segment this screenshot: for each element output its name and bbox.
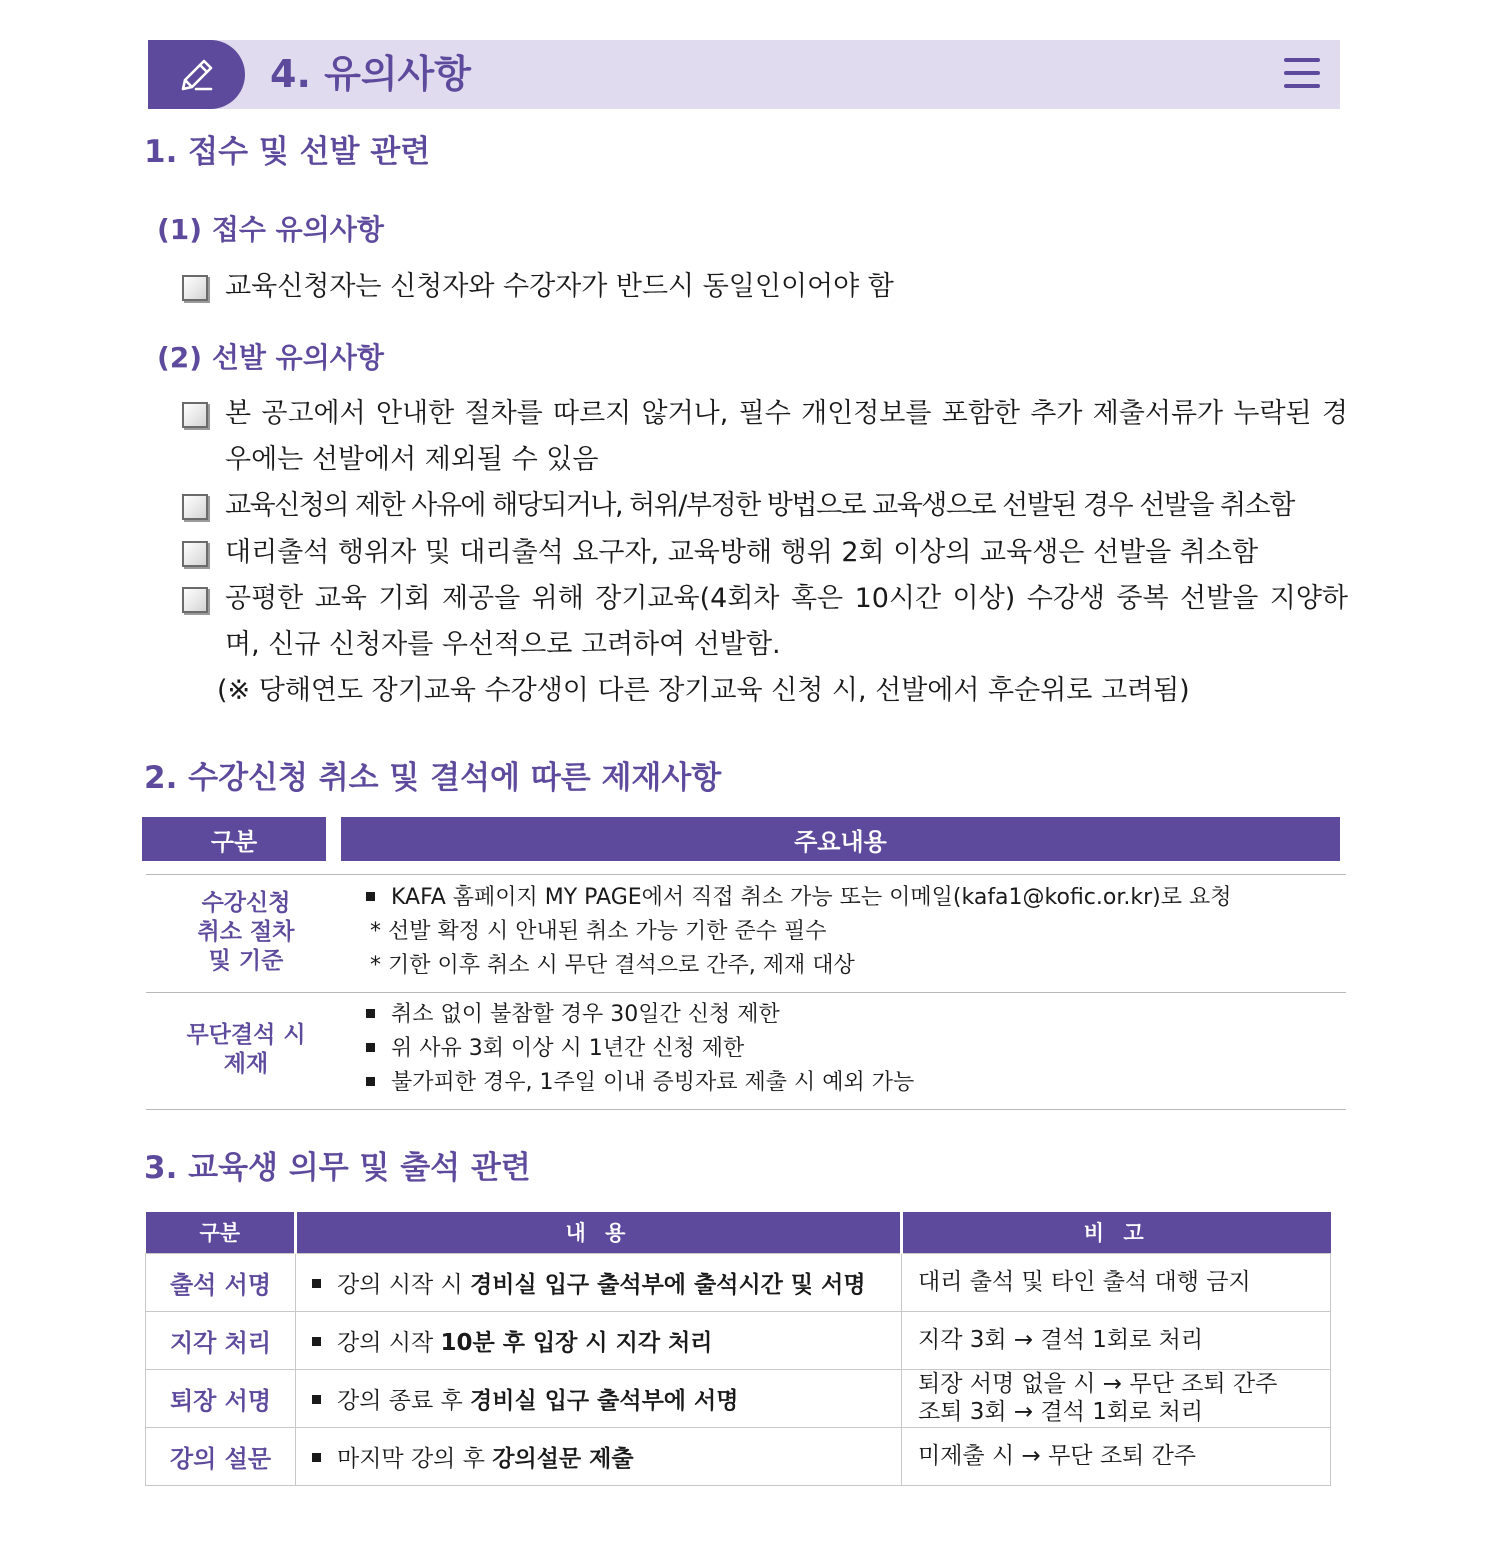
table2-row-label: 무단결석 시 제재: [186, 1022, 306, 1077]
sub2-title: (2) 선발 유의사항: [157, 341, 384, 374]
table2-line: 취소 없이 불참할 경우 30일간 신청 제한: [366, 998, 914, 1032]
row-note: 대리 출석 및 타인 출석 대행 금지: [902, 1253, 1331, 1311]
table-row: [146, 1369, 1331, 1427]
table2-line: KAFA 홈페이지 MY PAGE에서 직접 취소 가능 또는 이메일(kafa1@kofic.or.kr)로 요청: [366, 881, 1232, 915]
square-bullet-icon: [312, 1279, 321, 1288]
table3-header: 구분: [146, 1212, 296, 1253]
square-bullet-icon: [312, 1337, 321, 1346]
table2-row-label: 수강신청 취소 절차 및 기준: [197, 890, 295, 974]
list-item: 대리출석 행위자 및 대리출석 요구자, 교육방해 행위 2회 이상의 교육생은 선발을 취소함: [182, 530, 1348, 576]
table2-line: 위 사유 3회 이상 시 1년간 신청 제한: [366, 1032, 914, 1066]
square-bullet-icon: [312, 1453, 321, 1462]
table2-line: * 선발 확정 시 안내된 취소 가능 기한 준수 필수: [370, 919, 827, 944]
row-note: 미제출 시 → 무단 조퇴 간주: [902, 1427, 1331, 1485]
sub1-title: (1) 접수 유의사항: [157, 213, 384, 246]
table-row: [146, 1253, 1331, 1311]
checkbox-icon: [182, 494, 208, 520]
row-label: 퇴장 서명: [146, 1369, 296, 1427]
row-content: 강의 시작 시 경비실 입구 출석부에 출석시간 및 서명: [296, 1253, 902, 1311]
page-title: 4. 유의사항: [270, 52, 471, 96]
row-note: 퇴장 서명 없을 시 → 무단 조퇴 간주 조퇴 3회 → 결석 1회로 처리: [902, 1369, 1331, 1427]
checkbox-icon: [182, 275, 208, 301]
square-bullet-icon: [366, 892, 375, 901]
divider: [146, 874, 1346, 875]
checkbox-icon: [182, 541, 208, 567]
row-label: 출석 서명: [146, 1253, 296, 1311]
row-content: 마지막 강의 후 강의설문 제출: [296, 1427, 902, 1485]
section-banner: [148, 40, 1340, 109]
row-note: 지각 3회 → 결석 1회로 처리: [902, 1311, 1331, 1369]
row-content: 강의 시작 10분 후 입장 시 지각 처리: [296, 1311, 902, 1369]
row-label: 지각 처리: [146, 1311, 296, 1369]
table2-line: * 기한 이후 취소 시 무단 결석으로 간주, 제재 대상: [370, 953, 855, 978]
list-item: 공평한 교육 기회 제공을 위해 장기교육(4회차 혹은 10시간 이상) 수강생 중복 선발을 지양하며, 신규 신청자를 우선적으로 고려하여 선발함.: [182, 576, 1348, 668]
table2-header-content: 주요내용: [341, 817, 1340, 861]
row-label: 강의 설문: [146, 1427, 296, 1485]
table-row: [146, 1427, 1331, 1485]
table-row: [146, 1311, 1331, 1369]
section1-title: 1. 접수 및 선발 관련: [144, 134, 431, 170]
section3-title: 3. 교육생 의무 및 출석 관련: [144, 1150, 531, 1186]
table3-header: 비 고: [902, 1212, 1331, 1253]
selection-note: (※ 당해연도 장기교육 수강생이 다른 장기교육 신청 시, 선발에서 후순위로 고려됨): [217, 675, 1190, 706]
divider: [146, 992, 1346, 993]
table2-row-content: [366, 881, 1232, 983]
table2-header-category: 구분: [142, 817, 326, 861]
square-bullet-icon: [366, 1043, 375, 1052]
list-item: 교육신청의 제한 사유에 해당되거나, 허위/부정한 방법으로 교육생으로 선발된 경우 선발을 취소함: [182, 483, 1348, 529]
divider: [146, 1109, 1346, 1110]
table2-line: 불가피한 경우, 1주일 이내 증빙자료 제출 시 예외 가능: [366, 1066, 914, 1100]
square-bullet-icon: [366, 1009, 375, 1018]
attendance-table: [145, 1212, 1331, 1486]
pencil-icon: [175, 53, 219, 97]
row-content: 강의 종료 후 경비실 입구 출석부에 서명: [296, 1369, 902, 1427]
menu-icon[interactable]: [1284, 55, 1320, 91]
banner-tab: [148, 40, 245, 109]
table2-row-content: [366, 998, 914, 1100]
section2-title: 2. 수강신청 취소 및 결석에 따른 제재사항: [144, 760, 722, 796]
table3-header: 내 용: [296, 1212, 902, 1253]
checkbox-icon: [182, 402, 208, 428]
list-item: 본 공고에서 안내한 절차를 따르지 않거나, 필수 개인정보를 포함한 추가 제출서류가 누락된 경우에는 선발에서 제외될 수 있음: [182, 391, 1348, 483]
list-item: 교육신청자는 신청자와 수강자가 반드시 동일인이어야 함: [182, 264, 1348, 310]
square-bullet-icon: [366, 1077, 375, 1086]
checkbox-icon: [182, 587, 208, 613]
square-bullet-icon: [312, 1395, 321, 1404]
